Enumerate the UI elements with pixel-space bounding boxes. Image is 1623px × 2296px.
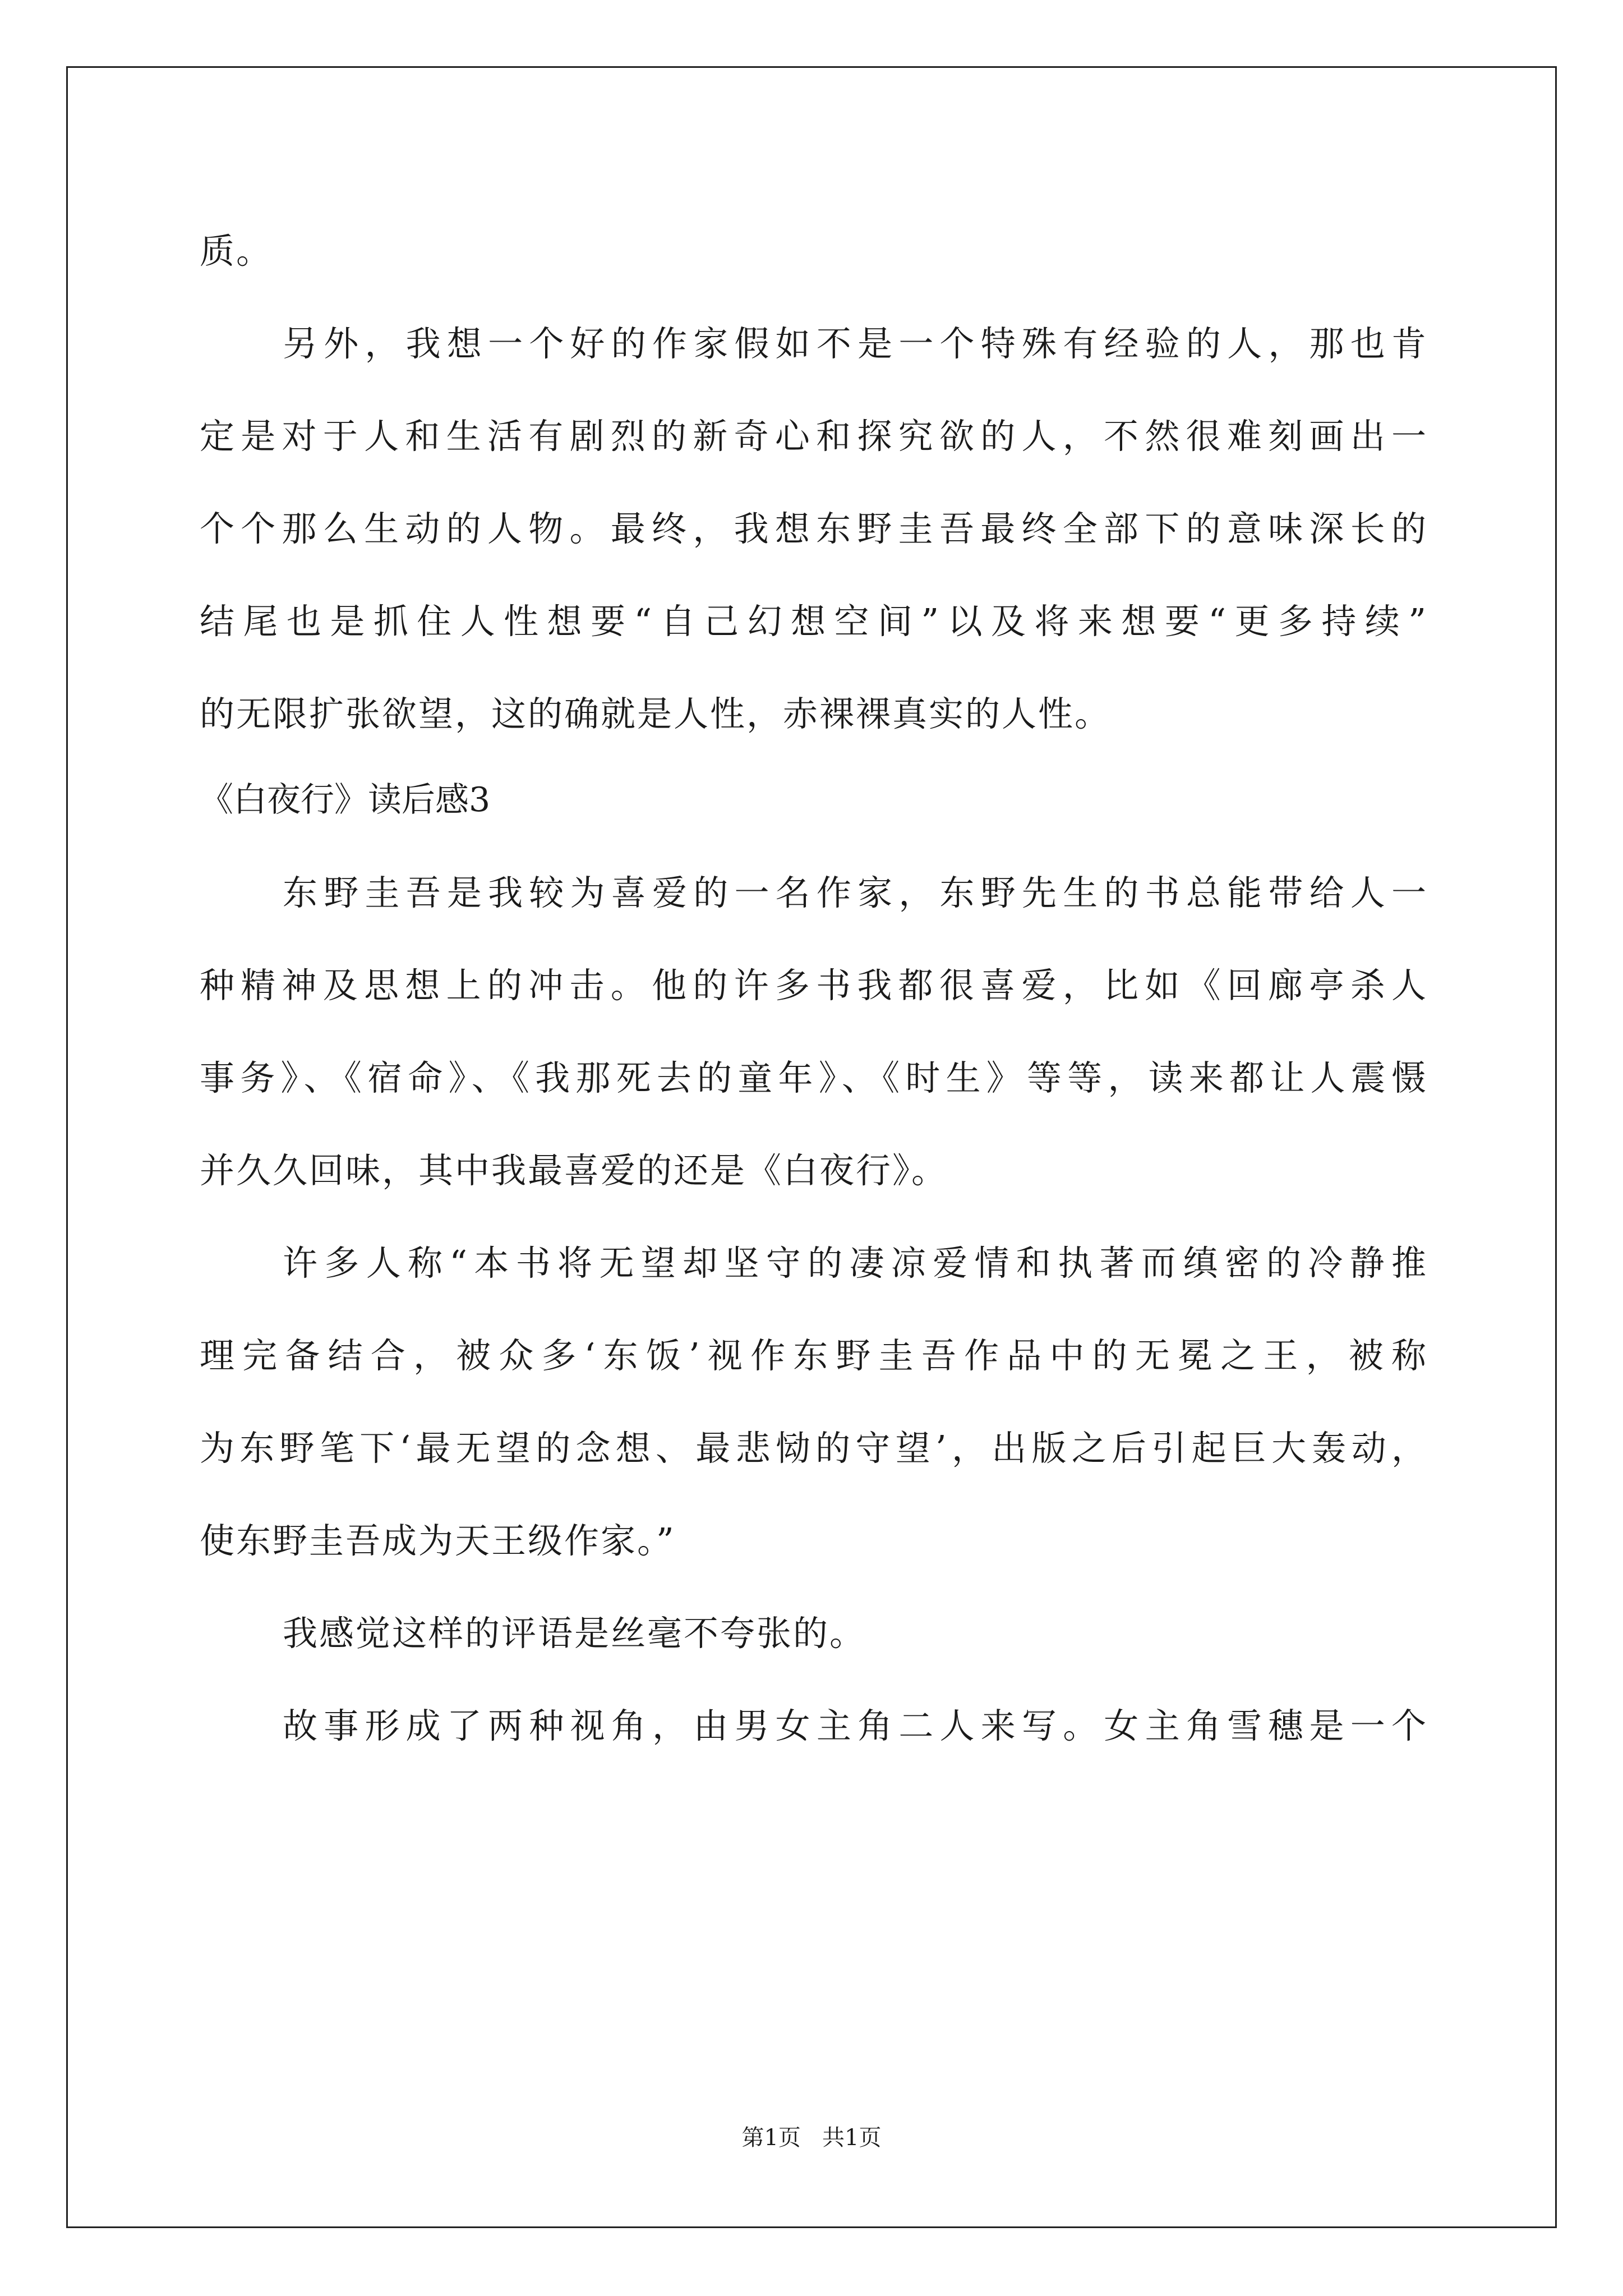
text-line-8: 种精神及思想上的冲击。他的许多书我都很喜爱，比如《回廊亭杀人	[200, 965, 1428, 1006]
text-line-16: 故事形成了两种视角，由男女主角二人来写。女主角雪穗是一个	[283, 1705, 1428, 1746]
text-line-7: 东野圭吾是我较为喜爱的一名作家，东野先生的书总能带给人一	[283, 872, 1428, 913]
text-line-5: 结尾也是抓住人性想要“自己幻想空间”以及将来想要“更多持续”	[200, 601, 1428, 642]
text-line-13: 为东野笔下‘最无望的念想、最悲恸的守望’，出版之后引起巨大轰动，	[200, 1428, 1428, 1469]
text-line-3: 定是对于人和生活有剧烈的新奇心和探究欲的人，不然很难刻画出一	[200, 416, 1428, 457]
section-heading: 《白夜行》读后感3	[200, 780, 491, 820]
text-line-12: 理完备结合，被众多‘东饭’视作东野圭吾作品中的无冕之王，被称	[200, 1335, 1428, 1376]
text-line-10: 并久久回味，其中我最喜爱的还是《白夜行》。	[200, 1150, 948, 1191]
text-line-14: 使东野圭吾成为天王级作家。”	[200, 1520, 676, 1561]
text-line-11: 许多人称“本书将无望却坚守的凄凉爱情和执著而缜密的冷静推	[283, 1243, 1428, 1283]
text-line-6: 的无限扩张欲望，这的确就是人性，赤裸裸真实的人性。	[200, 693, 1112, 734]
text-line-2: 另外，我想一个好的作家假如不是一个特殊有经验的人，那也肯	[283, 323, 1428, 364]
page-footer: 第1页 共1页	[741, 2125, 882, 2151]
text-line-15: 我感觉这样的评语是丝毫不夸张的。	[283, 1613, 866, 1654]
text-line-9: 事务》、《宿命》、《我那死去的童年》、《时生》等等，读来都让人震慑	[200, 1057, 1428, 1098]
text-line-4: 个个那么生动的人物。最终，我想东野圭吾最终全部下的意味深长的	[200, 508, 1428, 549]
text-line-1: 质。	[200, 231, 273, 272]
page-border	[66, 66, 1557, 2228]
